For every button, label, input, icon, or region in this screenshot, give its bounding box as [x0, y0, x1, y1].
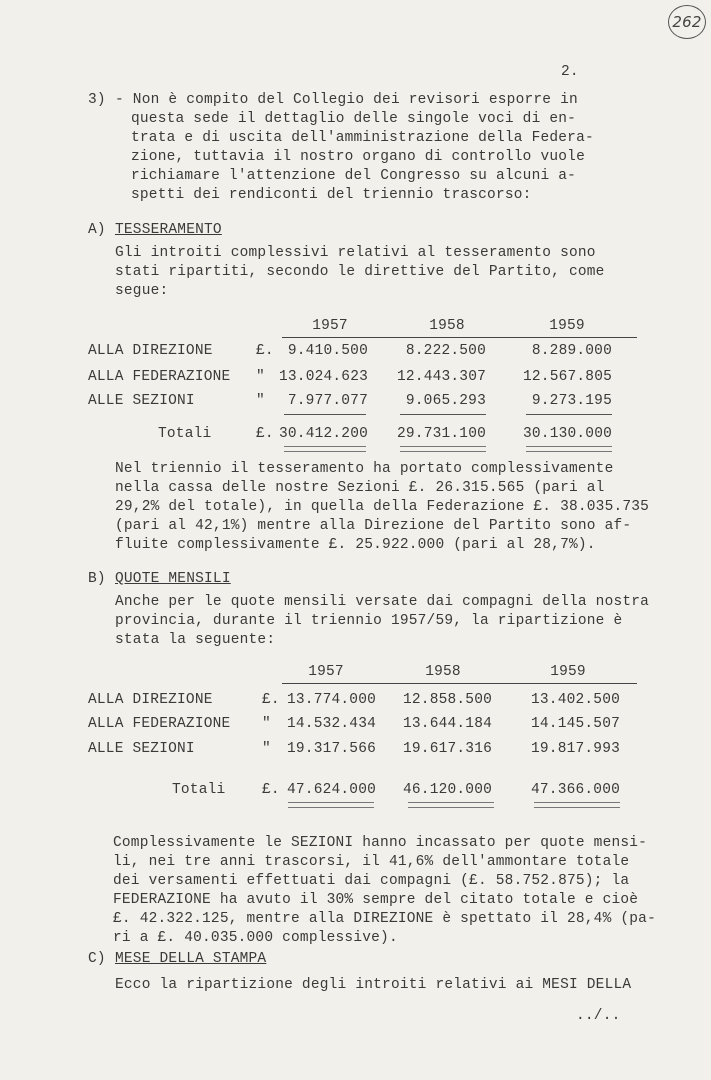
intro-line: - Non è compito del Collegio dei revisori esporre in [115, 92, 578, 108]
section-a-intro-line: Gli introiti complessivi relativi al tesseramento sono [115, 245, 596, 261]
double-rule [284, 446, 366, 452]
section-b-title: QUOTE MENSILI [115, 571, 231, 587]
total-value: 46.120.000 [402, 782, 492, 798]
section-a-intro-line: stati ripartiti, secondo le direttive del Partito, come [115, 264, 605, 280]
note-line: Nel triennio il tesseramento ha portato complessivamente [115, 461, 614, 477]
section-b-intro-line: stata la seguente: [115, 632, 276, 648]
cell-value: 12.858.500 [402, 692, 492, 708]
double-rule [288, 802, 374, 808]
cell-value: 9.410.500 [287, 343, 368, 359]
total-value: 30.412.200 [278, 426, 368, 442]
year-header: 1957 [312, 318, 348, 334]
cell-value: 19.617.316 [402, 741, 492, 757]
cell-value: 12.443.307 [396, 369, 486, 385]
note-line: 29,2% del totale), in quella della Federazione £. 38.035.735 [115, 499, 650, 515]
sum-line [526, 414, 612, 415]
sum-line [400, 414, 486, 415]
year-header: 1958 [429, 318, 465, 334]
currency: £. [256, 343, 274, 359]
cell-value: 13.024.623 [278, 369, 368, 385]
row-label: ALLA DIREZIONE [88, 692, 213, 708]
section-a-intro-line: segue: [115, 283, 169, 299]
section-b-intro-line: provincia, durante il triennio 1957/59, la ripartizione è [115, 613, 623, 629]
year-header: 1958 [425, 664, 461, 680]
note-line: Complessivamente le SEZIONI hanno incassato per quote mensi- [113, 835, 648, 851]
page-number: 2. [561, 64, 579, 80]
sum-line [284, 414, 366, 415]
currency: £. [262, 692, 280, 708]
note-line: ri a £. 40.035.000 complessive). [113, 930, 398, 946]
row-label: ALLA FEDERAZIONE [88, 369, 231, 385]
currency: £. [256, 426, 274, 442]
cell-value: 14.145.507 [530, 716, 620, 732]
note-line: dei versamenti effettuati dai compagni (£. 58.752.875); la [113, 873, 630, 889]
currency: " [262, 741, 271, 757]
cell-value: 14.532.434 [286, 716, 376, 732]
cell-value: 19.817.993 [530, 741, 620, 757]
cell-value: 12.567.805 [522, 369, 612, 385]
intro-line: trata e di uscita dell'amministrazione della Federa- [131, 130, 594, 146]
archive-number-stamp: 262 [668, 5, 706, 39]
double-rule [408, 802, 494, 808]
section-b-letter: B) [88, 571, 106, 587]
currency: " [256, 369, 265, 385]
cell-value: 13.644.184 [402, 716, 492, 732]
section-b-intro-line: Anche per le quote mensili versate dai compagni della nostra [115, 594, 650, 610]
currency: " [256, 393, 265, 409]
continuation-mark: ../.. [576, 1008, 621, 1024]
section-a-letter: A) [88, 222, 106, 238]
row-label: ALLE SEZIONI [88, 393, 195, 409]
row-label: ALLA FEDERAZIONE [88, 716, 231, 732]
cell-value: 8.289.000 [531, 343, 612, 359]
cell-value: 9.273.195 [531, 393, 612, 409]
section-c-intro-line: Ecco la ripartizione degli introiti relativi ai MESI DELLA [115, 977, 632, 993]
header-rule [282, 683, 637, 684]
total-label: Totali [172, 782, 226, 798]
total-value: 47.366.000 [530, 782, 620, 798]
note-line: FEDERAZIONE ha avuto il 30% sempre del citato totale e cioè [113, 892, 639, 908]
section-c-letter: C) [88, 951, 106, 967]
intro-line: zione, tuttavia il nostro organo di controllo vuole [131, 149, 585, 165]
currency: £. [262, 782, 280, 798]
cell-value: 19.317.566 [286, 741, 376, 757]
intro-number: 3) [88, 92, 106, 108]
total-value: 30.130.000 [522, 426, 612, 442]
header-rule [282, 337, 637, 338]
double-rule [526, 446, 612, 452]
note-line: li, nei tre anni trascorsi, il 41,6% dell'ammontare totale [113, 854, 630, 870]
total-value: 29.731.100 [396, 426, 486, 442]
double-rule [400, 446, 486, 452]
section-a-title: TESSERAMENTO [115, 222, 222, 238]
section-c-title: MESE DELLA STAMPA [115, 951, 267, 967]
note-line: fluite complessivamente £. 25.922.000 (pari al 28,7%). [115, 537, 596, 553]
cell-value: 13.774.000 [286, 692, 376, 708]
intro-line: questa sede il dettaglio delle singole voci di en- [131, 111, 577, 127]
total-value: 47.624.000 [286, 782, 376, 798]
currency: " [262, 716, 271, 732]
row-label: ALLA DIREZIONE [88, 343, 213, 359]
year-header: 1957 [308, 664, 344, 680]
total-label: Totali [158, 426, 212, 442]
cell-value: 9.065.293 [405, 393, 486, 409]
note-line: (pari al 42,1%) mentre alla Direzione del Partito sono af- [115, 518, 632, 534]
intro-line: richiamare l'attenzione del Congresso su alcuni a- [131, 168, 577, 184]
cell-value: 13.402.500 [530, 692, 620, 708]
note-line: nella cassa delle nostre Sezioni £. 26.315.565 (pari al [115, 480, 605, 496]
cell-value: 7.977.077 [287, 393, 368, 409]
intro-line: spetti dei rendiconti del triennio trascorso: [131, 187, 532, 203]
row-label: ALLE SEZIONI [88, 741, 195, 757]
cell-value: 8.222.500 [405, 343, 486, 359]
double-rule [534, 802, 620, 808]
year-header: 1959 [550, 664, 586, 680]
year-header: 1959 [549, 318, 585, 334]
note-line: £. 42.322.125, mentre alla DIREZIONE è spettato il 28,4% (pa- [113, 911, 656, 927]
